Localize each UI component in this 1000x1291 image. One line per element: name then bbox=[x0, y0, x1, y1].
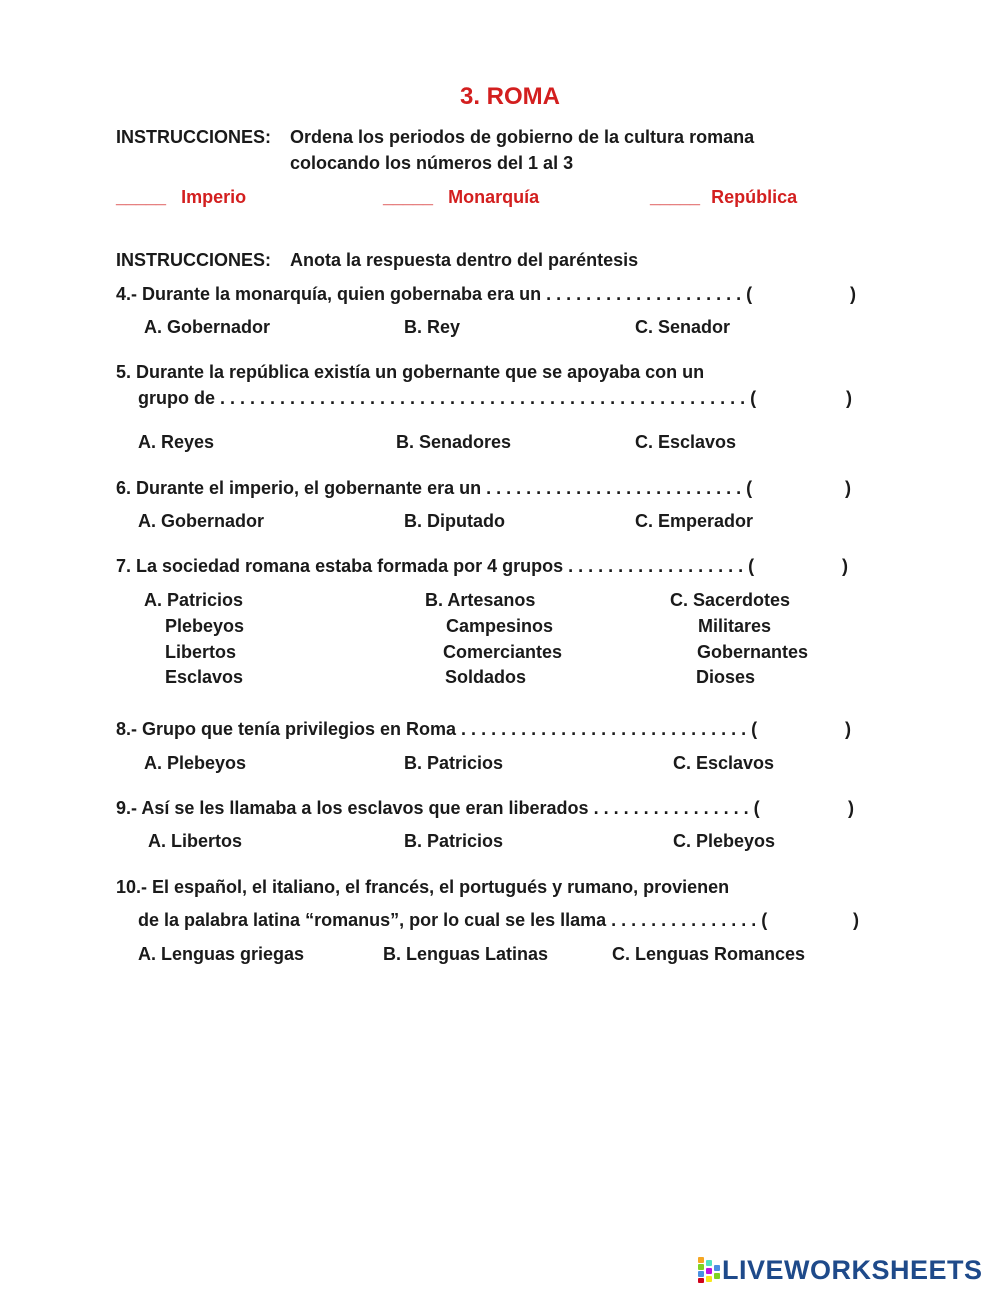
question-5-line1: 5. Durante la república existía un gobernante que se apoyaba con un bbox=[116, 362, 705, 382]
q5-option-c: C. Esclavos bbox=[635, 432, 737, 452]
liveworksheets-icon bbox=[698, 1257, 720, 1283]
q5-option-a: A. Reyes bbox=[138, 432, 215, 452]
q9-option-b: B. Patricios bbox=[404, 831, 504, 851]
question-8: 8.- Grupo que tenía privilegios en Roma . . . . . . . . . . . . . . . . . . . . . . . . . . . . . ( bbox=[116, 719, 758, 739]
instructions-text-1b: colocando los números del 1 al 3 bbox=[290, 153, 574, 173]
ordering-blank-republica[interactable] bbox=[650, 188, 797, 206]
answer-close-8: ) bbox=[845, 719, 851, 739]
q6-option-b: B. Diputado bbox=[404, 511, 505, 531]
q4-option-a: A. Gobernador bbox=[144, 317, 271, 337]
answer-close-7: ) bbox=[842, 556, 848, 576]
ordering-label-republica: República bbox=[711, 187, 798, 207]
question-10-line2: de la palabra latina “romanus”, por lo cual se les llama . . . . . . . . . . . . . . . ( bbox=[138, 910, 768, 930]
ordering-blank-monarquia[interactable] bbox=[383, 188, 539, 206]
q10-option-c: C. Lenguas Romances bbox=[612, 944, 806, 964]
q7-option-b-2: Campesinos bbox=[446, 616, 554, 636]
q5-option-b: B. Senadores bbox=[396, 432, 512, 452]
answer-close-10: ) bbox=[853, 910, 859, 930]
q7-option-c-1: C. Sacerdotes bbox=[670, 590, 791, 610]
question-5-line2: grupo de . . . . . . . . . . . . . . . . . . . . . . . . . . . . . . . . . . . . . . . . . . . . . . . . . . . . . ( bbox=[138, 388, 757, 408]
q4-option-b: B. Rey bbox=[404, 317, 461, 337]
ordering-label-imperio: Imperio bbox=[181, 187, 247, 207]
q7-option-a-3: Libertos bbox=[165, 642, 237, 662]
q7-option-b-3: Comerciantes bbox=[443, 642, 563, 662]
instructions-label-1: INSTRUCCIONES: bbox=[116, 127, 272, 147]
q7-option-b-4: Soldados bbox=[445, 667, 527, 687]
q8-option-b: B. Patricios bbox=[404, 753, 504, 773]
ordering-blank-line: _____ bbox=[116, 187, 167, 207]
q7-option-c-3: Gobernantes bbox=[697, 642, 809, 662]
ordering-label-monarquia: Monarquía bbox=[448, 187, 540, 207]
question-9: 9.- Así se les llamaba a los esclavos que eran liberados . . . . . . . . . . . . . . . . ( bbox=[116, 798, 760, 818]
q6-option-a: A. Gobernador bbox=[138, 511, 265, 531]
q9-option-c: C. Plebeyos bbox=[673, 831, 776, 851]
liveworksheets-logo: LIVEWORKSHEETS bbox=[722, 1255, 983, 1285]
q10-option-a: A. Lenguas griegas bbox=[138, 944, 305, 964]
question-10-line1: 10.- El español, el italiano, el francés, el portugués y rumano, provienen bbox=[116, 877, 730, 897]
question-4: 4.- Durante la monarquía, quien gobernaba era un . . . . . . . . . . . . . . . . . . . . ( bbox=[116, 284, 753, 304]
q8-option-c: C. Esclavos bbox=[673, 753, 775, 773]
instructions-text-2: Anota la respuesta dentro del paréntesis bbox=[290, 250, 639, 270]
q6-option-c: C. Emperador bbox=[635, 511, 754, 531]
q8-option-a: A. Plebeyos bbox=[144, 753, 247, 773]
question-7: 7. La sociedad romana estaba formada por 4 grupos . . . . . . . . . . . . . . . . . . ( bbox=[116, 556, 755, 576]
q7-option-a-4: Esclavos bbox=[165, 667, 244, 687]
answer-close-6: ) bbox=[845, 478, 851, 498]
instructions-label-2: INSTRUCCIONES: bbox=[116, 250, 272, 270]
ordering-blank-line: _____ bbox=[383, 187, 434, 207]
q10-option-b: B. Lenguas Latinas bbox=[383, 944, 549, 964]
page-title: 3. ROMA bbox=[460, 83, 561, 110]
answer-close-4: ) bbox=[850, 284, 856, 304]
q4-option-c: C. Senador bbox=[635, 317, 731, 337]
answer-close-9: ) bbox=[848, 798, 854, 818]
instructions-text-1a: Ordena los periodos de gobierno de la cultura romana bbox=[290, 127, 755, 147]
q7-option-c-2: Militares bbox=[698, 616, 772, 636]
ordering-blank-line: _____ bbox=[650, 187, 701, 207]
ordering-blank-imperio[interactable] bbox=[116, 188, 246, 206]
q9-option-a: A. Libertos bbox=[148, 831, 243, 851]
q7-option-a-1: A. Patricios bbox=[144, 590, 244, 610]
q7-option-a-2: Plebeyos bbox=[165, 616, 245, 636]
q7-option-c-4: Dioses bbox=[696, 667, 756, 687]
q7-option-b-1: B. Artesanos bbox=[425, 590, 536, 610]
answer-close-5: ) bbox=[846, 388, 852, 408]
question-6: 6. Durante el imperio, el gobernante era un . . . . . . . . . . . . . . . . . . . . . . . . . . ( bbox=[116, 478, 753, 498]
